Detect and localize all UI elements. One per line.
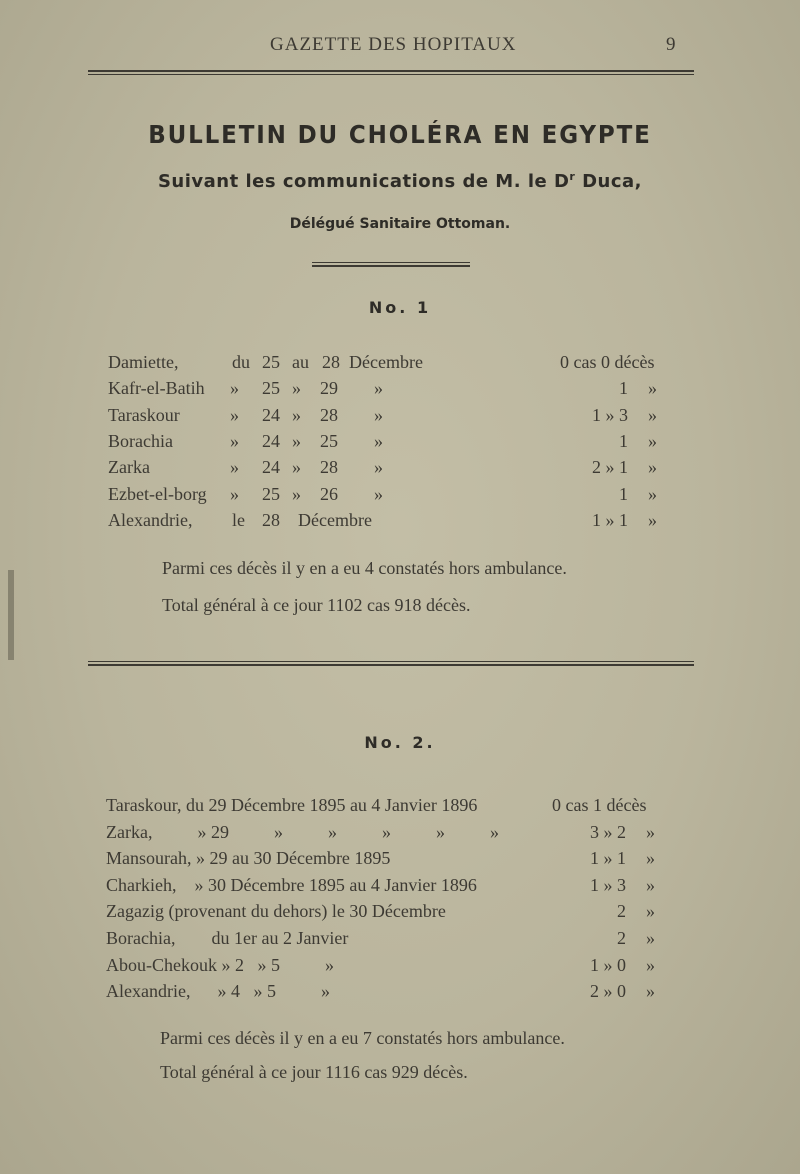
cell-place-dates: Alexandrie, » 4 » 5 » bbox=[106, 981, 330, 1002]
cell-place-dates: Borachia, du 1er au 2 Janvier bbox=[106, 928, 349, 948]
cell-c: au bbox=[292, 352, 309, 372]
cell-place-dates: Charkieh, » 30 Décembre 1895 au 4 Janvier 1896 bbox=[106, 874, 477, 895]
cell-counts: 1 » 3 bbox=[592, 404, 628, 425]
section-rule-thick bbox=[88, 664, 694, 666]
bulletin-subtitle: Suivant les communications de M. le $D^r$ Duca, bbox=[157, 170, 643, 192]
cell-deces: » bbox=[648, 483, 657, 504]
cell-counts: 1 bbox=[619, 430, 628, 451]
bulletin-2-total: Total général à ce jour 1116 cas 929 décès. bbox=[160, 1062, 468, 1082]
cell-place-dates: Taraskour, du 29 Décembre 1895 au 4 Janvier 1896 bbox=[106, 795, 478, 815]
cell-f: » bbox=[374, 378, 383, 399]
cell-d: 28 bbox=[322, 352, 340, 372]
cell-place: Alexandrie, bbox=[108, 509, 193, 530]
table-row bbox=[0, 378, 800, 404]
cell-counts: 1 » 1 bbox=[592, 509, 628, 530]
cell-counts: 2 bbox=[617, 928, 626, 948]
cell-c: Décembre bbox=[298, 509, 372, 530]
cell-place-dates: Zarka, » 29 » » » » » bbox=[106, 821, 499, 842]
cell-place: Damiette, bbox=[108, 352, 179, 372]
cell-b: 25 bbox=[262, 352, 280, 372]
cell-e: Décembre bbox=[349, 352, 423, 372]
table-row bbox=[0, 795, 800, 821]
cell-counts: 0 cas 1 décès bbox=[552, 795, 647, 815]
cell-a: le bbox=[232, 509, 245, 530]
cell-a: » bbox=[230, 483, 239, 504]
bulletin-2-note: Parmi ces décès il y en a eu 7 constatés hors ambulance. bbox=[160, 1028, 565, 1048]
cell-place: Borachia bbox=[108, 430, 173, 451]
bulletin-1-note: Parmi ces décès il y en a eu 4 constatés hors ambulance. bbox=[162, 558, 567, 578]
cell-deces: » bbox=[648, 509, 657, 530]
cell-f: » bbox=[374, 430, 383, 451]
cell-a: » bbox=[230, 404, 239, 425]
title-rule bbox=[312, 262, 470, 263]
cell-f: » bbox=[374, 457, 383, 478]
table-row bbox=[0, 352, 800, 378]
table-row bbox=[0, 457, 800, 483]
table-row bbox=[0, 405, 800, 431]
bulletin-title: BULLETIN DU CHOLÉRA EN EGYPTE bbox=[148, 120, 652, 149]
cell-c: » bbox=[292, 378, 301, 399]
cell-place-dates: Abou-Chekouk » 2 » 5 » bbox=[106, 954, 334, 975]
cell-b: 24 bbox=[262, 404, 280, 425]
cell-deces: » bbox=[648, 404, 657, 425]
cell-counts: 1 » 0 bbox=[590, 954, 626, 975]
cell-a: » bbox=[230, 378, 239, 399]
cell-deces: » bbox=[648, 457, 657, 478]
table-row bbox=[0, 510, 800, 536]
table-row bbox=[0, 875, 800, 901]
cell-deces: » bbox=[646, 821, 655, 842]
bulletin-2-number: No. 2. bbox=[364, 733, 436, 752]
cell-b: 25 bbox=[262, 483, 280, 504]
section-rule bbox=[88, 661, 694, 662]
cell-counts: 3 » 2 bbox=[590, 821, 626, 842]
cell-place: Zarka bbox=[108, 457, 150, 478]
cell-f: » bbox=[374, 404, 383, 425]
cell-d: 25 bbox=[320, 430, 338, 451]
page-number: 9 bbox=[666, 34, 677, 55]
cell-counts: 1 bbox=[619, 378, 628, 399]
cell-place: Kafr-el-Batih bbox=[108, 378, 205, 399]
cell-deces: » bbox=[646, 874, 655, 895]
bulletin-1-number: No. 1 bbox=[368, 298, 432, 317]
bulletin-subtitle-2: Délégué Sanitaire Ottoman. bbox=[289, 216, 511, 232]
cell-b: 25 bbox=[262, 378, 280, 399]
cell-c: » bbox=[292, 430, 301, 451]
table-row bbox=[0, 955, 800, 981]
table-row bbox=[0, 928, 800, 954]
cell-deces: » bbox=[646, 954, 655, 975]
cell-a: du bbox=[232, 352, 250, 372]
table-row bbox=[0, 901, 800, 927]
cell-d: 26 bbox=[320, 483, 338, 504]
cell-counts: 1 » 1 bbox=[590, 848, 626, 869]
bulletin-1-total: Total général à ce jour 1102 cas 918 décès. bbox=[162, 595, 471, 615]
cell-b: 28 bbox=[262, 509, 280, 530]
cell-a: » bbox=[230, 457, 239, 478]
title-rule-thick bbox=[312, 265, 470, 267]
cell-deces: » bbox=[648, 378, 657, 399]
cell-c: » bbox=[292, 457, 301, 478]
cell-counts: 1 bbox=[619, 483, 628, 504]
cell-deces: » bbox=[648, 430, 657, 451]
cell-c: » bbox=[292, 483, 301, 504]
header-rule bbox=[88, 70, 694, 72]
cell-a: » bbox=[230, 430, 239, 451]
running-title: GAZETTE DES HOPITAUX bbox=[270, 34, 517, 55]
table-row bbox=[0, 822, 800, 848]
cell-deces: » bbox=[646, 848, 655, 869]
cell-c: » bbox=[292, 404, 301, 425]
cell-place: Ezbet-el-borg bbox=[108, 483, 207, 504]
cell-b: 24 bbox=[262, 457, 280, 478]
cell-counts: 0 cas 0 décès bbox=[560, 352, 655, 372]
cell-place-dates: Zagazig (provenant du dehors) le 30 Décembre bbox=[106, 901, 446, 922]
cell-deces: » bbox=[646, 928, 655, 948]
table-row bbox=[0, 431, 800, 457]
cell-counts: 2 » 0 bbox=[590, 981, 626, 1002]
cell-deces: » bbox=[646, 901, 655, 922]
table-row bbox=[0, 981, 800, 1007]
header-rule-thin bbox=[88, 74, 694, 75]
cell-place-dates: Mansourah, » 29 au 30 Décembre 1895 bbox=[106, 848, 391, 869]
table-row bbox=[0, 484, 800, 510]
cell-d: 28 bbox=[320, 404, 338, 425]
cell-counts: 1 » 3 bbox=[590, 874, 626, 895]
cell-deces: » bbox=[646, 981, 655, 1002]
running-header bbox=[0, 34, 800, 60]
cell-counts: 2 bbox=[617, 901, 626, 922]
cell-b: 24 bbox=[262, 430, 280, 451]
cell-f: » bbox=[374, 483, 383, 504]
cell-d: 28 bbox=[320, 457, 338, 478]
edge-mark bbox=[8, 570, 14, 660]
cell-place: Taraskour bbox=[108, 404, 180, 425]
cell-d: 29 bbox=[320, 378, 338, 399]
table-row bbox=[0, 848, 800, 874]
cell-counts: 2 » 1 bbox=[592, 457, 628, 478]
